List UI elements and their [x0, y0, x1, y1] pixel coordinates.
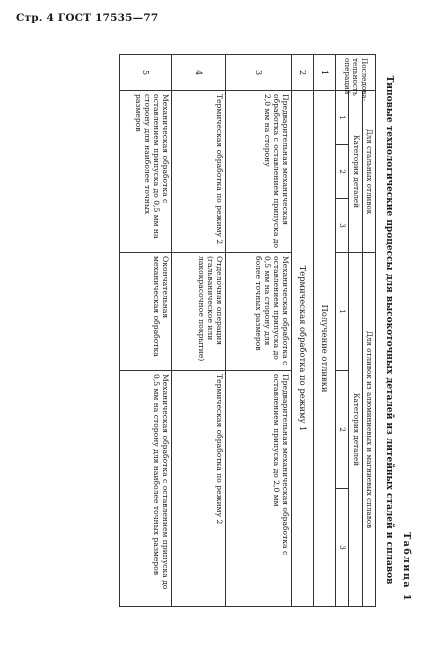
table-row	[313, 55, 335, 607]
alloy-cat1-cell: Окончательная механическая обработка	[119, 253, 171, 371]
process-table	[119, 54, 376, 607]
alloy-cat-3: 3	[335, 489, 348, 607]
steel-cat-1: 1	[335, 91, 348, 145]
row-number: 2	[291, 55, 313, 91]
alloy-cat1-cell: Механическая обработка с оставлением припуска до 0,5 мм на сторону для более точных размеров	[225, 253, 291, 371]
alloy-cat1-cell: Отделочная операция (гальваническое или лакокрасочное покрытие)	[171, 253, 225, 371]
alloy-cat-1: 1	[335, 253, 348, 371]
alloy-cat-2: 2	[335, 371, 348, 489]
row-number: 1	[313, 55, 335, 91]
steel-cell: Термическая обработка по режиму 2	[171, 91, 225, 253]
alloy-cat23-cell: Термическая обработка по режиму 2	[171, 371, 225, 607]
steel-category-header: Категория деталей	[349, 91, 362, 253]
steel-cell: Предварительная механическая обработка с оставлением припуска до 2,0 мм на сторону	[225, 91, 291, 253]
table-row	[171, 55, 225, 607]
steel-cat-3: 3	[335, 199, 348, 253]
table-row	[119, 55, 171, 607]
header-row-groups	[362, 55, 375, 607]
row-text: Получение отливки	[313, 91, 335, 607]
header-row-numbers	[335, 55, 348, 607]
row-number: 3	[225, 55, 291, 91]
operations-column-header: Последова-тельность операций	[335, 55, 375, 91]
steel-group-header: Для стальных отливок	[362, 91, 375, 253]
alloy-cat23-cell: Предварительная механическая обработка с оставлением припуска до 2,0 мм	[225, 371, 291, 607]
table-row	[291, 55, 313, 607]
table-row	[225, 55, 291, 607]
alloy-group-header: Для отливок из алюминиевых и магниевых сплавов	[362, 253, 375, 607]
row-text: Термическая обработка по режиму 1	[291, 91, 313, 607]
alloy-category-header: Категория деталей	[349, 253, 362, 607]
alloy-cat23-cell: Механическая обработка с оставлением припуска до 0,5 мм на сторону для наиболее точных размеров	[119, 371, 171, 607]
steel-cat-2: 2	[335, 145, 348, 199]
header-row-category	[349, 55, 362, 607]
rotated-table-area	[18, 50, 412, 610]
steel-cell: Механическая обработка с оставлением припуска до 0,5 мм на сторону для наиболее точных размеров	[119, 91, 171, 253]
row-number: 4	[171, 55, 225, 91]
table-number: Таблица 1	[401, 532, 412, 602]
table-caption: Типовые технологические процессы для высокоточных деталей из литейных сталей и сплавов	[384, 75, 394, 585]
page-header: Стр. 4 ГОСТ 17535—77	[16, 12, 159, 24]
row-number: 5	[119, 55, 171, 91]
